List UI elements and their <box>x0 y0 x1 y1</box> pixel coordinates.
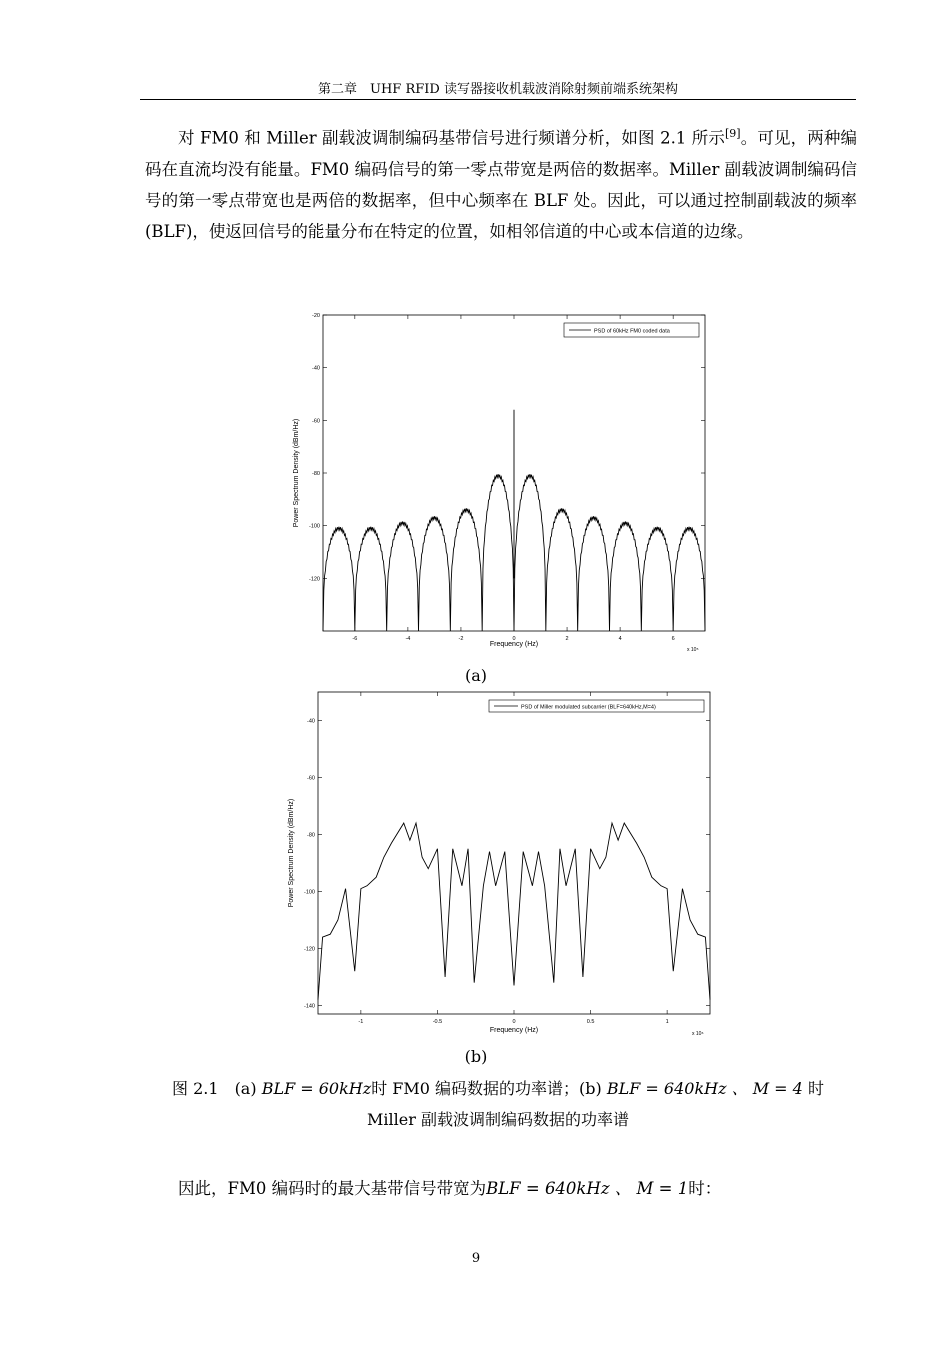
y-tick-label: -100 <box>308 523 320 530</box>
miller-psd-series <box>318 823 710 1000</box>
x-scale-label: x 10⁶ <box>692 1031 704 1037</box>
x-tick-label: -0.5 <box>432 1019 443 1025</box>
x-scale-label: x 10⁵ <box>687 647 699 653</box>
body-paragraph <box>145 118 857 247</box>
caption-math-b: BLF = 640kHz 、 M = 4 <box>606 1079 803 1098</box>
paragraph-rest: 。可见，两种编码在直流均没有能量。FM0 编码信号的第一零点带宽是两倍的数据率。Miller 副载波调制编码信号的第一零点带宽也是两倍的数据率，但中心频率在 BLF 处。因此，可以通过控制副载波的频率(BLF)，使返回信号的能量分布在特定的位置，如相邻信道的中心或本信道的边缘。 <box>145 128 858 241</box>
y-tick-label: -60 <box>307 775 315 782</box>
y-tick-label: -120 <box>308 576 320 583</box>
x-tick-label: 0 <box>512 1019 516 1025</box>
x-axis-label: Frequency (Hz) <box>489 1027 539 1034</box>
x-tick-label: 2 <box>565 636 569 642</box>
figure-a <box>285 305 725 660</box>
x-tick-label: -2 <box>458 636 464 642</box>
y-tick-label: -140 <box>303 1003 315 1010</box>
figure-caption-line2: Miller 副载波调制编码数据的功率谱 <box>367 1110 629 1129</box>
figure-b-label: (b) <box>464 1047 488 1066</box>
x-axis-label: Frequency (Hz) <box>489 641 539 648</box>
caption-math-a: BLF = 60kHz <box>261 1079 372 1098</box>
y-tick-label: -120 <box>303 946 315 953</box>
formula-after: 时： <box>688 1179 722 1198</box>
y-tick-label: -100 <box>303 889 315 896</box>
x-tick-label: 6 <box>671 636 675 642</box>
y-axis-label: Power Spectrum Density (dBm/Hz) <box>288 798 295 908</box>
figure-a-label: (a) <box>464 666 488 685</box>
paragraph-text: 对 FM0 和 Miller 副载波调制编码基带信号进行频谱分析，如图 2.1 所示 <box>178 128 725 148</box>
x-tick-label: -4 <box>405 636 411 642</box>
figure-b <box>280 688 725 1038</box>
y-tick-label: -60 <box>312 418 320 425</box>
caption-text-b: 时 <box>807 1079 824 1098</box>
y-tick-label: -20 <box>312 313 320 319</box>
y-axis-label: Power Spectrum Density (dBm/Hz) <box>293 418 300 528</box>
legend-label: PSD of Miller modulated subcarrier (BLF=640kHz,M=4) <box>521 704 656 711</box>
x-tick-label: -6 <box>352 636 358 642</box>
y-tick-label: -40 <box>307 718 315 725</box>
x-tick-label: -1 <box>358 1019 364 1025</box>
plot-frame <box>318 692 710 1014</box>
caption-text-a: 时 FM0 编码数据的功率谱；(b) <box>371 1079 602 1098</box>
formula-before: 因此，FM0 编码时的最大基带信号带宽为 <box>178 1179 487 1198</box>
formula-line <box>145 1175 857 1199</box>
page-number: 9 <box>471 1251 481 1266</box>
y-tick-label: -80 <box>307 832 315 839</box>
running-header: 第二章 UHF RFID 读写器接收机载波消除射频前端系统架构 <box>318 82 678 97</box>
y-tick-label: -40 <box>312 365 320 372</box>
citation-ref: [9] <box>724 127 741 140</box>
x-tick-label: 0 <box>512 636 516 642</box>
miller-psd-chart <box>280 688 725 1038</box>
x-tick-label: 4 <box>618 636 622 642</box>
legend-label: PSD of 60kHz FM0 coded data <box>594 328 670 335</box>
fm0-psd-chart <box>285 305 725 660</box>
x-tick-label: 1 <box>665 1019 669 1025</box>
formula-math: BLF = 640kHz 、 M = 1 <box>486 1179 689 1198</box>
x-tick-label: 0.5 <box>586 1019 595 1025</box>
caption-prefix: 图 2.1 (a) <box>172 1079 257 1098</box>
y-tick-label: -80 <box>312 471 320 477</box>
header-rule <box>140 99 856 100</box>
figure-caption-line1 <box>140 1074 856 1103</box>
